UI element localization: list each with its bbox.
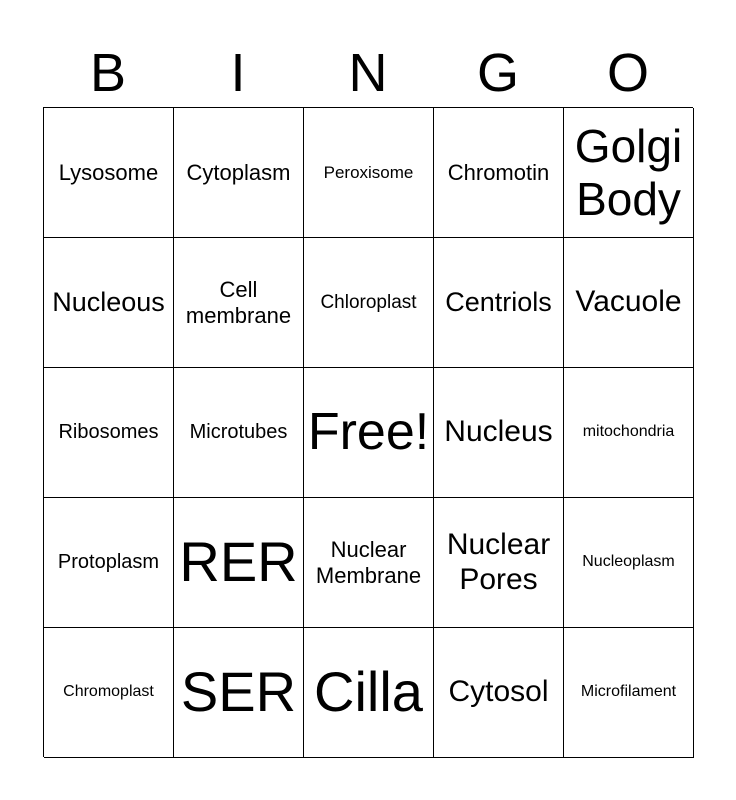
- cell-label: Centriols: [445, 286, 552, 317]
- header-letter-o: O: [606, 43, 649, 103]
- cell-label: Chromoplast: [63, 683, 154, 701]
- bingo-cell[interactable]: [44, 238, 174, 368]
- bingo-cell[interactable]: [304, 628, 434, 758]
- cell-label: Nucleous: [52, 286, 165, 317]
- free-space[interactable]: [304, 368, 434, 498]
- bingo-cell[interactable]: [564, 108, 694, 238]
- bingo-cell[interactable]: [564, 368, 694, 498]
- bingo-cell[interactable]: [564, 238, 694, 368]
- cell-label: Nucleoplasm: [582, 553, 675, 571]
- cell-label: Ribosomes: [58, 421, 159, 443]
- cell-label: Peroxisome: [323, 162, 414, 182]
- bingo-header: [43, 40, 693, 106]
- header-letter-n: N: [348, 43, 388, 103]
- header-letter-g: G: [476, 43, 519, 103]
- bingo-board: [43, 107, 693, 757]
- cell-label: Protoplasm: [57, 551, 160, 573]
- bingo-cell[interactable]: [174, 238, 304, 368]
- cell-label: Cilla: [314, 660, 423, 724]
- bingo-cell[interactable]: [304, 498, 434, 628]
- cell-label: Microtubes: [189, 421, 288, 443]
- header-letter-b: B: [89, 43, 127, 103]
- cell-label: Chloroplast: [320, 291, 417, 313]
- bingo-cell[interactable]: [44, 498, 174, 628]
- cell-label: mitochondria: [582, 423, 675, 441]
- cell-label: SER: [180, 660, 297, 724]
- header-letter-i: I: [230, 43, 246, 103]
- cell-label: Vacuole: [575, 285, 682, 319]
- bingo-cell[interactable]: [44, 108, 174, 238]
- cell-label: Golgi Body: [574, 119, 683, 225]
- bingo-cell[interactable]: [434, 108, 564, 238]
- bingo-cell[interactable]: [434, 368, 564, 498]
- bingo-cell[interactable]: [564, 628, 694, 758]
- bingo-cell[interactable]: [174, 628, 304, 758]
- bingo-cell[interactable]: [174, 108, 304, 238]
- bingo-cell[interactable]: [434, 498, 564, 628]
- bingo-cell[interactable]: [434, 238, 564, 368]
- cell-label: Cytoplasm: [186, 159, 291, 185]
- bingo-cell[interactable]: [174, 368, 304, 498]
- bingo-cell[interactable]: [564, 498, 694, 628]
- bingo-cell[interactable]: [44, 368, 174, 498]
- cell-label: Chromotin: [447, 159, 550, 185]
- cell-label: Cell membrane: [185, 277, 292, 328]
- cell-label: Free!: [307, 402, 430, 461]
- bingo-cell[interactable]: [434, 628, 564, 758]
- bingo-cell[interactable]: [174, 498, 304, 628]
- cell-label: Cytosol: [448, 675, 549, 709]
- bingo-cell[interactable]: [44, 628, 174, 758]
- cell-label: Microfilament: [580, 683, 677, 701]
- bingo-cell[interactable]: [304, 238, 434, 368]
- bingo-cell[interactable]: [304, 108, 434, 238]
- cell-label: Nuclear Membrane: [315, 537, 422, 588]
- cell-label: RER: [179, 530, 298, 594]
- cell-label: Nucleus: [444, 415, 553, 449]
- cell-label: Nuclear Pores: [446, 528, 551, 596]
- cell-label: Lysosome: [58, 159, 159, 185]
